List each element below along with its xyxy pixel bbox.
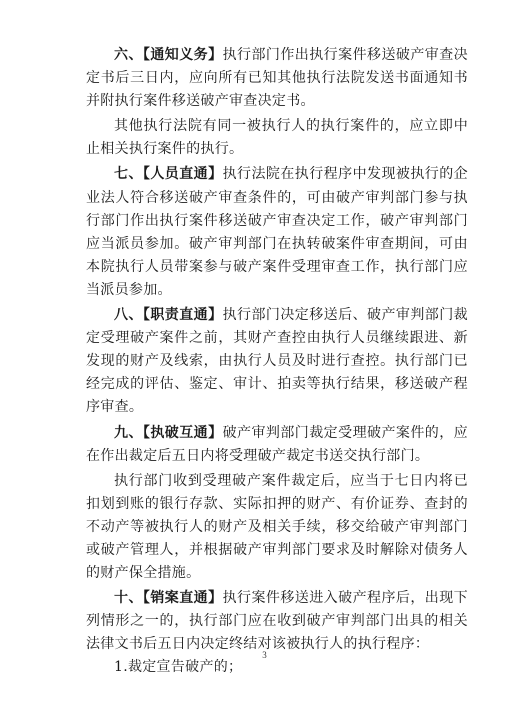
section-body: 执行部门作出执行案件移送破产审查决定书后三日内，应向所有已知其他执行法院发送书面通知书并附执行案件移送破产审查决定书。	[86, 47, 468, 110]
section-execution-bankruptcy-link	[86, 422, 468, 468]
section-body: 其他执行法院有同一被执行人的执行案件的，应立即中止相关执行案件的执行。	[86, 118, 468, 158]
section-heading: 十、【销案直通】	[114, 590, 223, 607]
list-item-text: 1.裁定宣告破产的；	[114, 659, 243, 676]
document-body	[86, 44, 468, 680]
section-heading: 九、【执破互通】	[114, 424, 223, 441]
section-heading: 六、【通知义务】	[114, 47, 223, 63]
section-body: 执行案件移送进入破产程序后，出现下列情形之一的，执行部门应在收到破产审判部门出具的相关法律文书后五日内决定终结对该被执行人的执行程序：	[86, 590, 468, 653]
section-body: 执行部门收到受理破产案件裁定后，应当于七日内将已扣划到账的银行存款、实际扣押的财产、有价证券、查封的不动产等被执行人的财产及相关手续，移交给破产审判部门或破产管理人，并根据破产审判部门要求及时解除对债务人的财产保全措施。	[86, 472, 468, 582]
section-body: 执行部门决定移送后、破产审判部门裁定受理破产案件之前，其财产查控由执行人员继续跟进、新发现的财产及线索，由执行人员及时进行查控。执行部门已经完成的评估、鉴定、审计、拍卖等执行结果，移送破产程序审查。	[86, 307, 468, 416]
section-body: 执行法院在执行程序中发现被执行的企业法人符合移送破产审查条件的，可由破产审判部门参与执行部门作出执行案件移送破产审查决定工作，破产审判部门应当派员参加。破产审判部门在执转破案件审查期间，可由本院执行人员带案参与破产案件受理审查工作，执行部门应当派员参加。	[86, 166, 468, 298]
paragraph-property-handover	[86, 470, 468, 585]
page-number: 3	[262, 650, 267, 660]
section-duty-direct	[86, 304, 468, 419]
section-heading: 七、【人员直通】	[114, 166, 223, 183]
paragraph-suspend-execution	[86, 115, 468, 161]
section-notification-duty	[86, 44, 468, 113]
section-case-closure-direct	[86, 587, 468, 656]
section-heading: 八、【职责直通】	[114, 307, 223, 324]
section-personnel-direct	[86, 163, 468, 302]
section-body: 破产审判部门裁定受理破产案件的，应在作出裁定后五日内将受理破产裁定书送交执行部门。	[86, 424, 468, 464]
